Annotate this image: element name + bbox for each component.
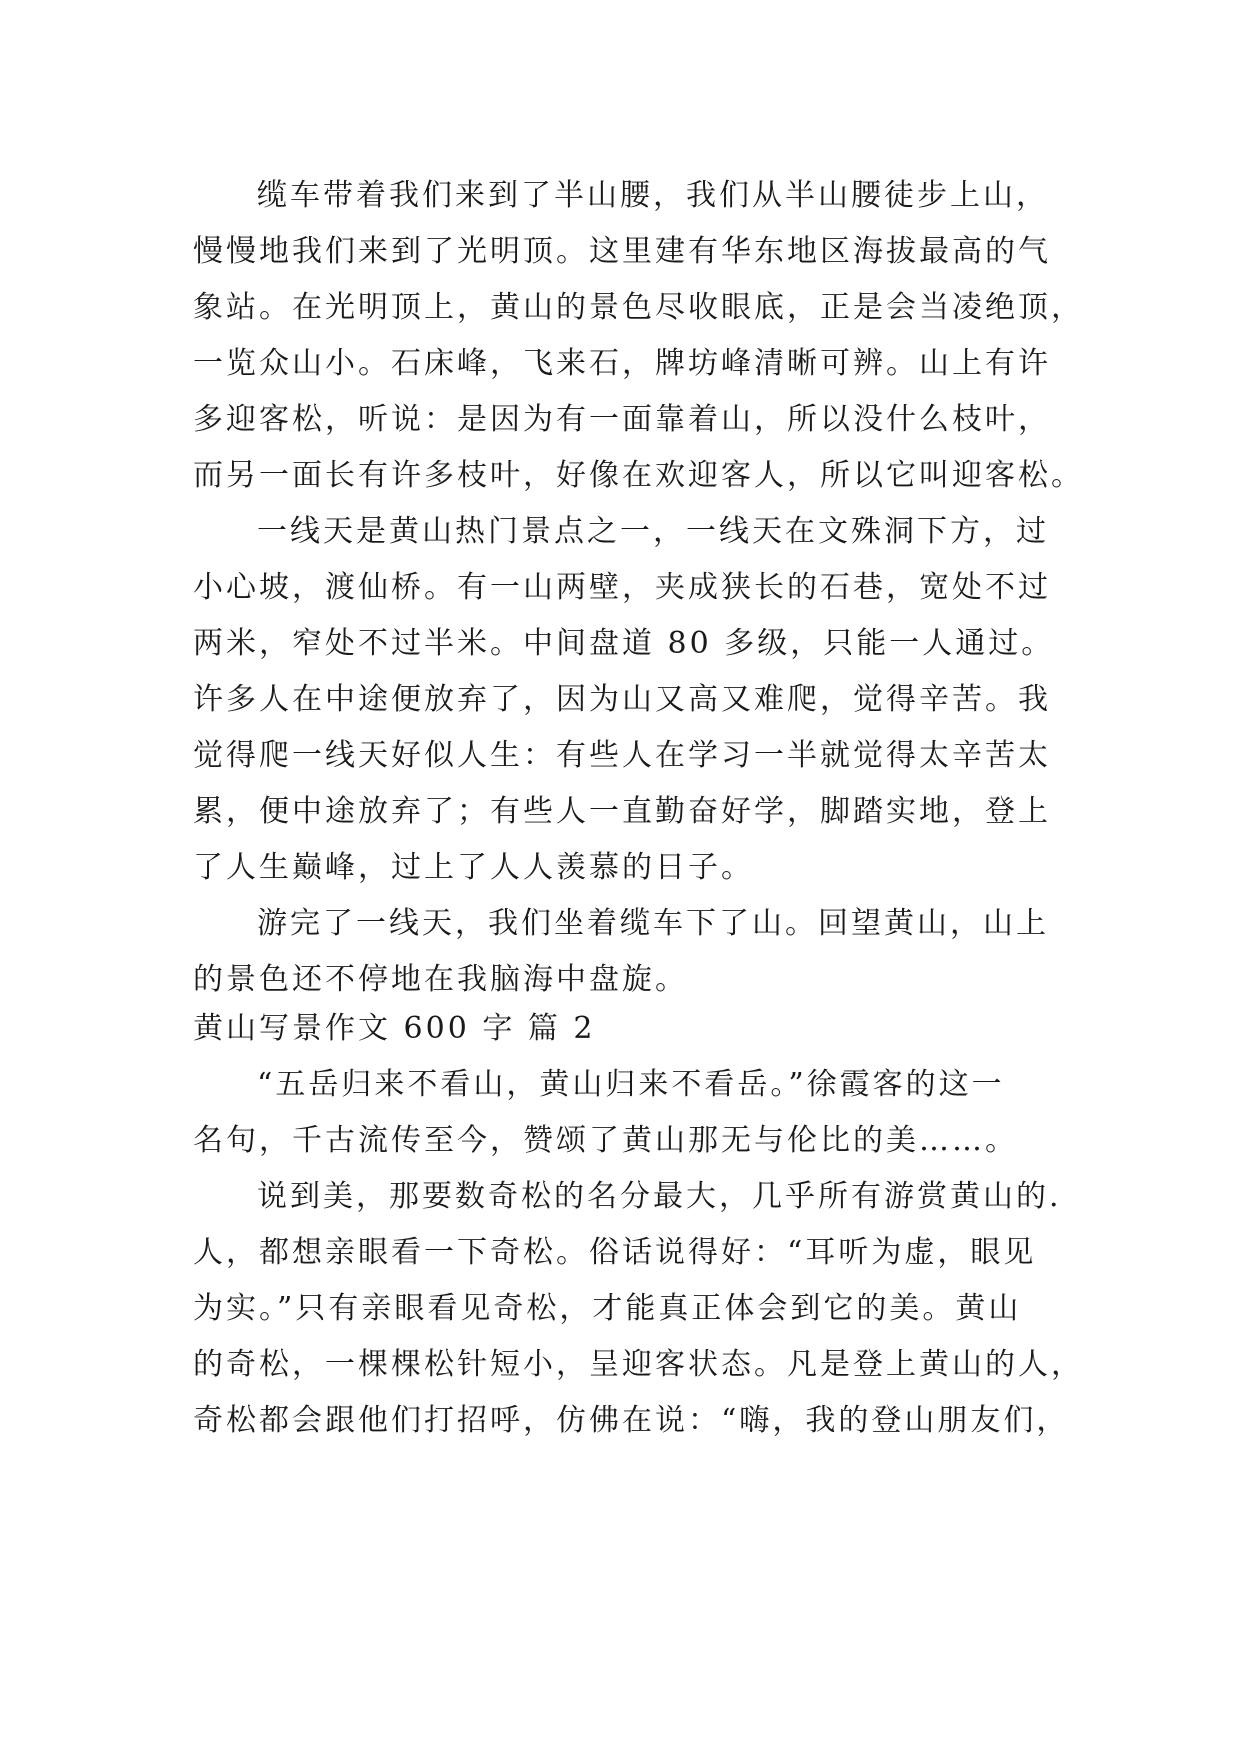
section-heading: 黄山写景作文 600 字 篇 2 — [193, 1011, 596, 1046]
paragraph-line: 一览众山小。石床峰，飞来石，牌坊峰清晰可辨。山上有许 — [193, 346, 1051, 381]
paragraph-line: 多迎客松，听说：是因为有一面靠着山，所以没什么枝叶， — [193, 402, 1051, 437]
paragraph-line: 缆车带着我们来到了半山腰，我们从半山腰徒步上山， — [257, 178, 1049, 213]
paragraph-line: 的景色还不停地在我脑海中盘旋。 — [193, 962, 688, 997]
paragraph-line: 游完了一线天，我们坐着缆车下了山。回望黄山，山上 — [257, 906, 1049, 941]
paragraph-line: 奇松都会跟他们打招呼，仿佛在说：“嗨，我的登山朋友们， — [193, 1403, 1070, 1438]
paragraph-line: 的奇松，一棵棵松针短小，呈迎客状态。凡是登上黄山的人， — [193, 1347, 1084, 1382]
essay-section-2 — [193, 1001, 1084, 1449]
paragraph-line: 慢慢地我们来到了光明顶。这里建有华东地区海拔最高的气 — [193, 234, 1051, 269]
paragraph-line: 觉得爬一线天好似人生：有些人在学习一半就觉得太辛苦太 — [193, 738, 1051, 773]
paragraph-line: 象站。在光明顶上，黄山的景色尽收眼底，正是会当凌绝顶， — [193, 290, 1084, 325]
paragraph-line: 说到美，那要数奇松的名分最大，几乎所有游赏黄山的. — [257, 1179, 1062, 1214]
paragraph-line: 人，都想亲眼看一下奇松。俗话说得好：“耳听为虚，眼见 — [193, 1235, 1037, 1270]
paragraph-line: “五岳归来不看山，黄山归来不看岳。”徐霞客的这一 — [257, 1067, 1005, 1102]
paragraph-line: 一线天是黄山热门景点之一，一线天在文殊洞下方，过 — [257, 514, 1049, 549]
paragraph-line: 为实。”只有亲眼看见奇松，才能真正体会到它的美。黄山 — [193, 1291, 1022, 1326]
essay-section-1 — [193, 168, 1084, 1008]
paragraph-line: 许多人在中途便放弃了，因为山又高又难爬，觉得辛苦。我 — [193, 682, 1051, 717]
paragraph-line: 而另一面长有许多枝叶，好像在欢迎客人，所以它叫迎客松。 — [193, 458, 1084, 493]
paragraph-line: 累，便中途放弃了；有些人一直勤奋好学，脚踏实地，登上 — [193, 794, 1051, 829]
paragraph-line: 两米，窄处不过半米。中间盘道 80 多级，只能一人通过。 — [193, 626, 1055, 661]
paragraph-line: 名句，千古流传至今，赞颂了黄山那无与伦比的美……。 — [193, 1123, 1018, 1158]
paragraph-line: 了人生巅峰，过上了人人羡慕的日子。 — [193, 850, 754, 885]
paragraph-line: 小心坡，渡仙桥。有一山两壁，夹成狭长的石巷，宽处不过 — [193, 570, 1051, 605]
